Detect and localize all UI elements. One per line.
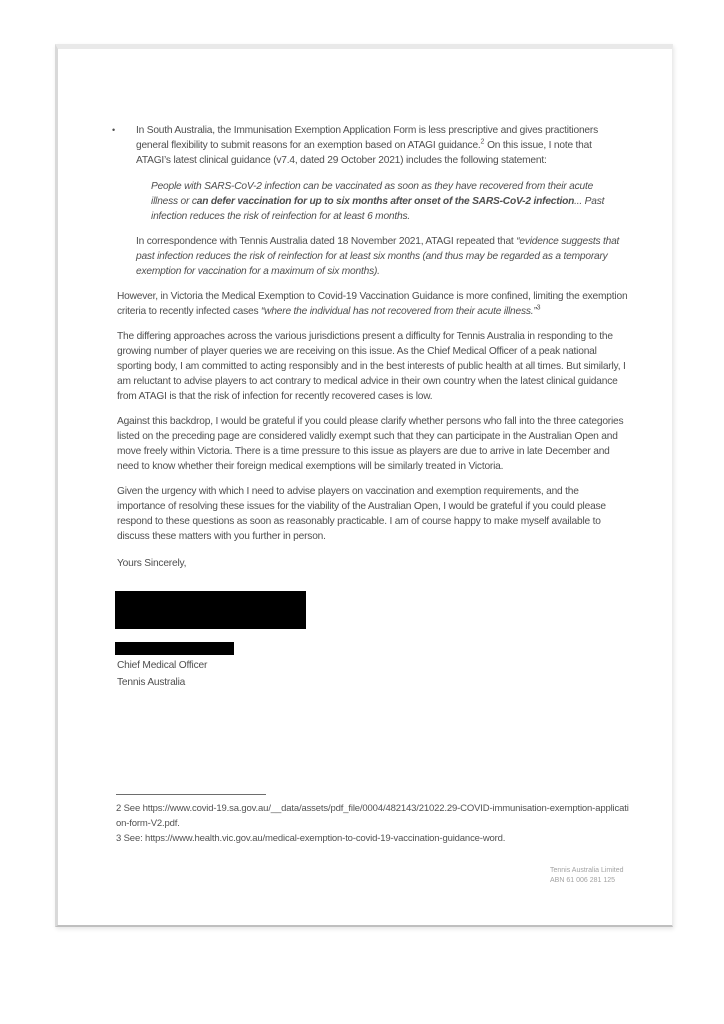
atagi-quote-bold: an defer vaccination for up to six months after onset of the SARS-CoV-2 infection <box>196 196 575 207</box>
footnote-ref-2: 2 <box>480 138 485 146</box>
letter-body <box>110 123 634 690</box>
victoria-quote: “where the individual has not recovered from their acute illness.” <box>260 306 537 317</box>
footnote-ref-3: 3 <box>536 304 541 312</box>
correspondence-quote: “evidence suggests that past infection reduces the risk of reinfection for at least six months (and thus may be regarded as a temporary exemption for vaccination for a maximum of six months). <box>136 236 620 277</box>
footnote-divider <box>116 794 266 795</box>
bullet-paragraph-text: In South Australia, the Immunisation Exemption Application Form is less prescriptive and gives practitioners general flexibility to submit reasons for an exemption based on ATAGI guidance. <box>136 125 598 151</box>
backdrop-paragraph: Against this backdrop, I would be grateful if you could please clarify whether persons who fall into the three categories listed on the preceding page are considered validly exempt such that they can participate in the Australian Open and move freely within Victoria. There is a time pressure to this issue as players are due to arrive in late December and need to know whether their foreign medical exemptions will be similarly treated in Victoria. <box>117 416 624 472</box>
bullet-paragraph-continued: On this issue, I note that ATAGI’s latest clinical guidance (v7.4, dated 29 October 2021) includes the following statement: <box>136 140 592 166</box>
redacted-name-block <box>115 642 234 655</box>
atagi-quote-tail: ... Past infection reduces the risk of reinfection for at least 6 months. <box>151 196 605 222</box>
closing-salutation: Yours Sincerely, <box>117 558 187 569</box>
footnote-2: 2 See https://www.covid-19.sa.gov.au/__data/assets/pdf_file/0004/482143/21022.29-COVID-immunisation-exemption-application-form-V2.pdf. <box>116 803 629 829</box>
footnotes-section <box>116 794 630 846</box>
correspondence-paragraph <box>136 234 622 279</box>
correspondence-lead: In correspondence with Tennis Australia dated 18 November 2021, ATAGI repeated that <box>136 236 517 247</box>
victoria-lead: However, in Victoria the Medical Exemption to Covid-19 Vaccination Guidance is more confined, limiting the exemption criteria to recently infected cases <box>117 291 628 317</box>
signatory-title: Chief Medical Officer <box>117 660 208 671</box>
company-footer <box>550 866 624 886</box>
footer-company: Tennis Australia Limited <box>550 867 624 874</box>
bullet-icon: • <box>112 125 115 135</box>
urgency-paragraph: Given the urgency with which I need to advise players on vaccination and exemption requirements, and the importance of resolving these issues for the viability of the Australian Open, I would be grateful if you could please respond to these questions as soon as reasonably practicable. I am of course happy to make myself available to discuss these matters with you further in person. <box>117 486 606 542</box>
footnote-3: 3 See: https://www.health.vic.gov.au/medical-exemption-to-covid-19-vaccination-guidance-word. <box>116 833 506 844</box>
redacted-signature-block <box>115 591 306 629</box>
atagi-quote-lead: People with SARS-CoV-2 infection can be vaccinated as soon as they have recovered from their acute illness or c <box>151 181 594 207</box>
bullet-paragraph <box>136 123 614 168</box>
signatory-organisation: Tennis Australia <box>117 677 186 688</box>
footer-abn: ABN 61 006 281 125 <box>550 877 615 884</box>
victoria-paragraph <box>117 289 629 319</box>
differing-approaches-paragraph: The differing approaches across the various jurisdictions present a difficulty for Tennis Australia in responding to the growing number of player queries we are receiving on this issue. As the Chief Medical Officer of a peak national sporting body, I am committed to acting responsibly and in the best interests of public health at all times. But similarly, I am reluctant to advise players to act contrary to medical advice in their own country when the latest clinical guidance from ATAGI is that the risk of infection for recently recovered cases is low. <box>117 331 626 402</box>
atagi-guidance-quote <box>151 179 613 224</box>
letter-page <box>55 44 673 927</box>
bullet-item <box>110 123 634 168</box>
